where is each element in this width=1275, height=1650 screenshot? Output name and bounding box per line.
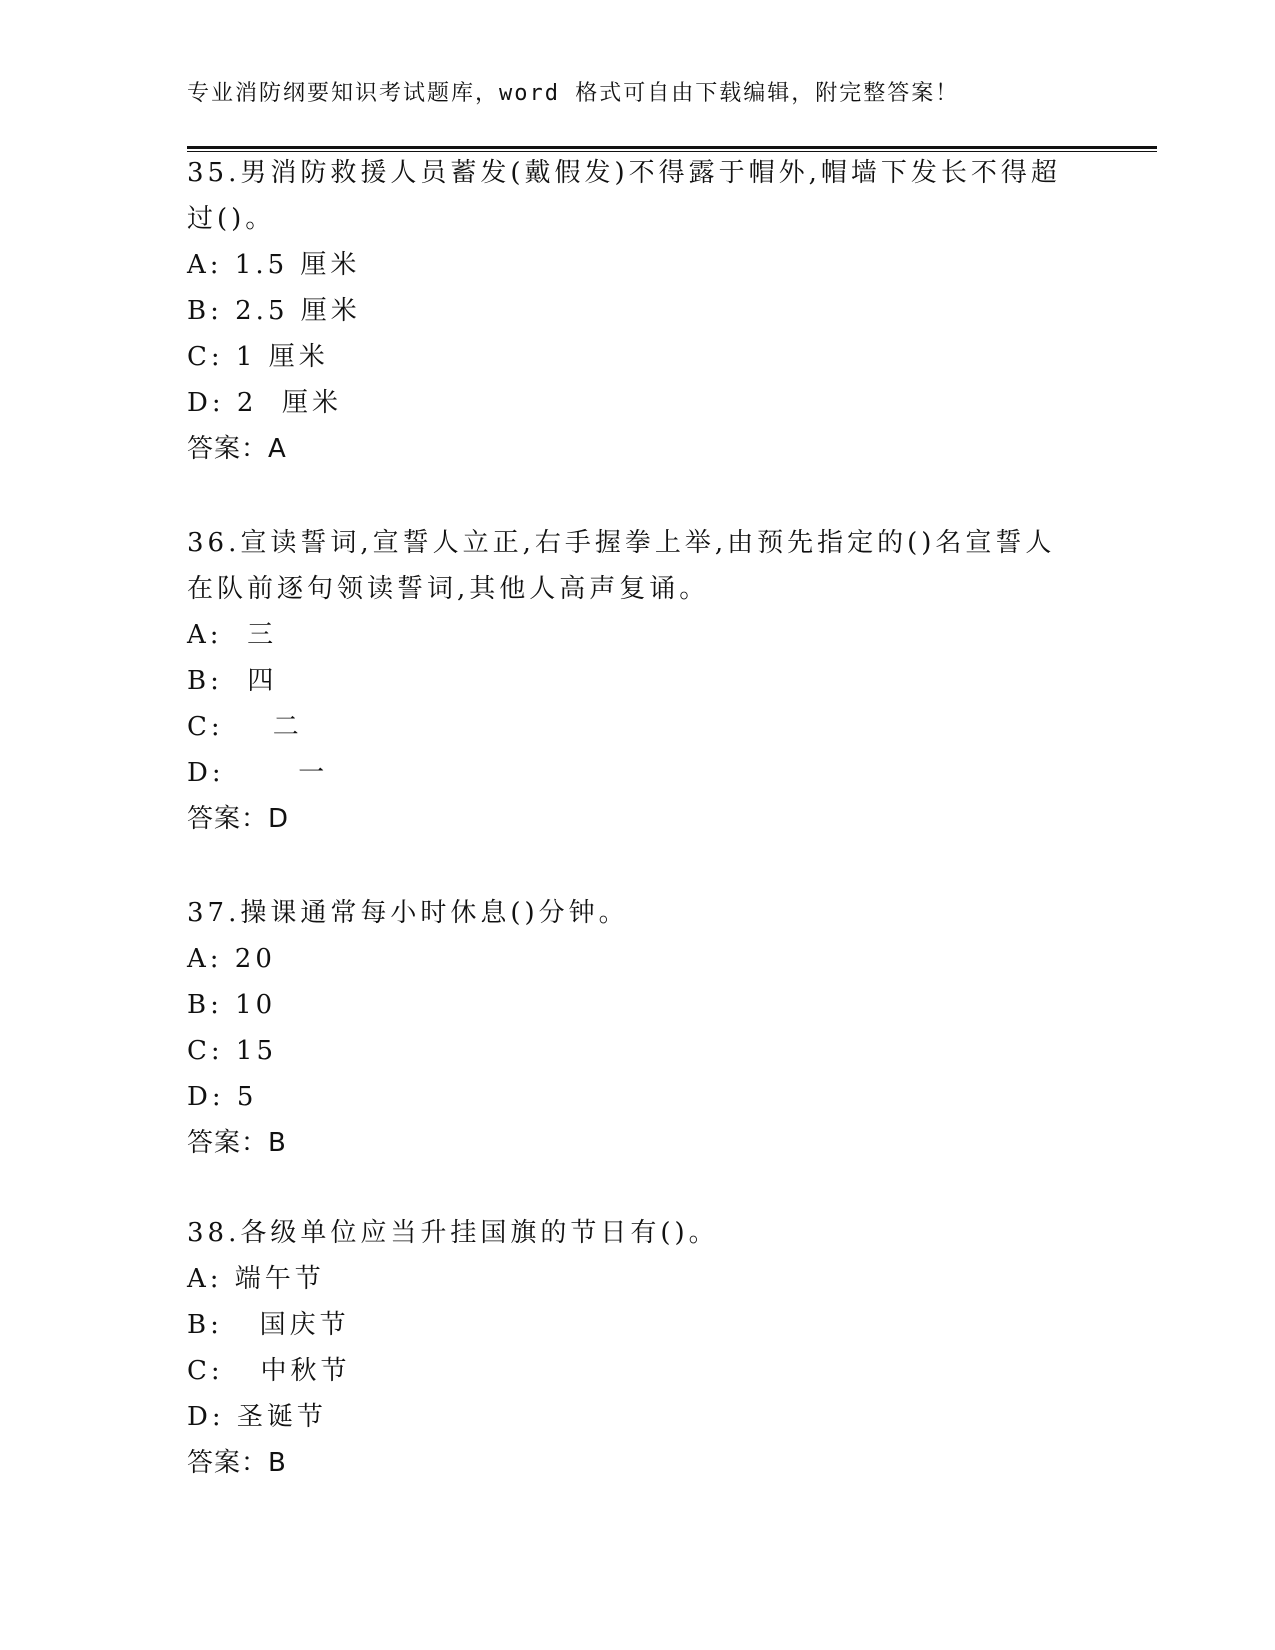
question-text: 36.宣读誓词,宣誓人立正,右手握拳上举,由预先指定的()名宣誓人在队前逐句领读誓词,其他人高声复诵。 [187, 528, 1056, 604]
option-c: C: 15 [187, 1036, 278, 1066]
option-d: D: 一 [187, 758, 329, 788]
document-header: 专业消防纲要知识考试题库，word 格式可自由下载编辑，附完整答案！ [187, 81, 960, 106]
option-b: B: 10 [187, 990, 277, 1020]
option-c: C: 1 厘米 [187, 342, 329, 372]
option-b: B: 2.5 厘米 [187, 296, 361, 326]
question-36 [187, 520, 1067, 842]
header-divider-thick [187, 146, 1157, 149]
question-37 [187, 890, 1067, 1166]
question-35 [187, 150, 1067, 472]
option-c: C: 二 [187, 712, 303, 742]
option-d: D: 5 [187, 1082, 258, 1112]
answer: 答案：D [187, 804, 290, 834]
option-a: A: 1.5 厘米 [187, 250, 361, 280]
option-a: A: 端午节 [187, 1264, 325, 1294]
option-d: D: 圣诞节 [187, 1402, 327, 1432]
option-a: A: 20 [187, 944, 276, 974]
option-b: B: 四 [187, 666, 278, 696]
option-a: A: 三 [187, 620, 278, 650]
question-text: 38.各级单位应当升挂国旗的节日有()。 [187, 1218, 719, 1248]
option-c: C: 中秋节 [187, 1356, 351, 1386]
question-38 [187, 1210, 1067, 1486]
answer: 答案：A [187, 434, 287, 464]
answer: 答案：B [187, 1128, 287, 1158]
question-text: 37.操课通常每小时休息()分钟。 [187, 898, 629, 928]
option-d: D: 2 厘米 [187, 388, 342, 418]
question-text: 35.男消防救援人员蓄发(戴假发)不得露于帽外,帽墙下发长不得超过()。 [187, 158, 1061, 234]
answer: 答案：B [187, 1448, 287, 1478]
option-b: B: 国庆节 [187, 1310, 350, 1340]
